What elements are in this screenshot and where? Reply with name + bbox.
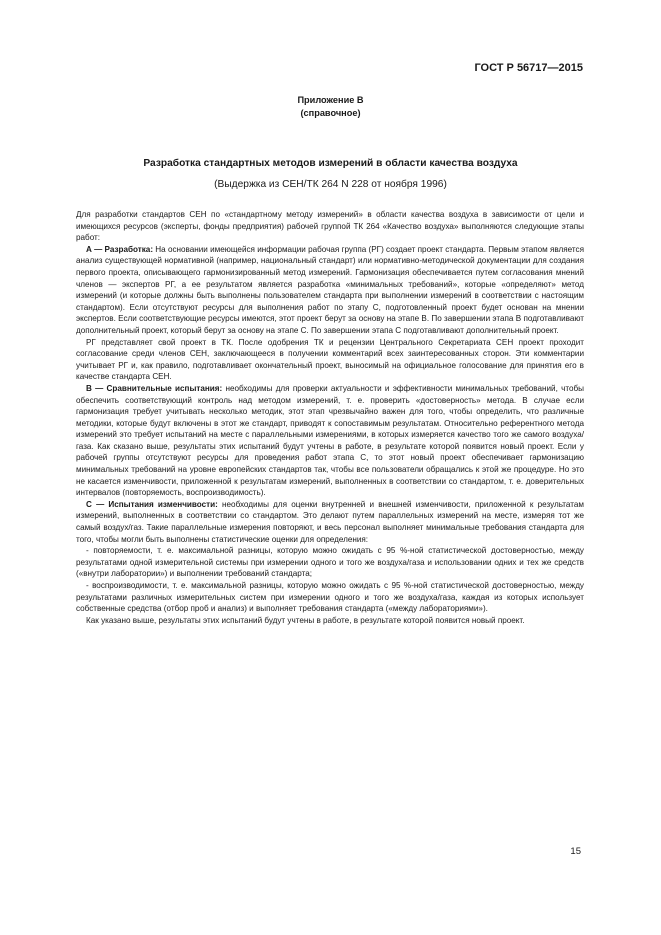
- annex-type: (справочное): [300, 108, 361, 118]
- list-item-reproducibility: [76, 580, 584, 615]
- paragraph-stage-b: [76, 383, 584, 499]
- stage-a-lead: А — Разработка:: [86, 244, 154, 254]
- annex-label: Приложение В: [297, 95, 364, 105]
- paragraph-text: необходимы для проверки актуальности и эффективности минимальных требований, чтобы обеспечить соответствующий контроль над методом измерений, т. е. проверить «достоверность» метода. В случае если гармонизация требует учитывать несколько методик, этот этап чрезвычайно важен для того, чтобы определить, что различные методики, которые будут включены в этот же стандарт, приводят к сопоставимым результатам. Относительно референтного метода измерений это требует испытаний на месте с параллельными измерениями, в которых измеряется качество того же самого воздуха/газа. Как сказано выше, результаты этих испытаний будут учтены в работе, в результате которой появится новый проект. Если у рабочей группы отсутствуют ресурсы для проведения работ этапа С, то этот новый проект обеспечивает гармонизацию минимальных требований на уровне европейских стандартов так, чтобы все пользователи обращались к этой же процедуре. Но это не касается изменчивости, приложенной к результатам измерений, выполненных в соответствии со стандартом, т. е. доверительных интервалов (повторяемость, воспроизводимость).: [76, 383, 584, 498]
- standard-number: ГОСТ Р 56717—2015: [474, 62, 583, 74]
- paragraph-text: - повторяемости, т. е. максимальной разницы, которую можно ожидать с 95 %-ной статистической достоверностью, между результатами одной измерительной системы при измерении одного и того же воздуха/газа и использовании одних и тех же средств («внутри лаборатории») и выполнении требований стандарта;: [76, 546, 584, 579]
- paragraph-text: - воспроизводимости, т. е. максимальной разницы, которую можно ожидать с 95 %-ной статистической достоверностью, между результатами различных измерительных систем при измерении одного и того же воздуха/газа, каждая из которых использует собственные средства (отбор проб и анализ) и выполняет требования стандарта («между лабораториями»).: [76, 581, 584, 614]
- paragraph-text: необходимы для оценки внутренней и внешней изменчивости, приложенной к результатам измерений, выполненных в соответствии со стандартом. Это делают путем параллельных измерений на месте, измеряя тот же самый воздух/газ. Такие параллельные измерения повторяют, и весь персонал выполняет минимальные требования стандарта для того, чтобы могли быть выполнены статистические оценки для определения:: [76, 499, 584, 544]
- page-number: 15: [570, 846, 581, 857]
- paragraph-text: На основании имеющейся информации рабочая группа (РГ) создает проект стандарта. Первым этапом является анализ существующей нормативной (например, национальный стандарт) или нормативно-методической документации для создания первого проекта, описывающего гармонизированный метод измерений. Гармонизация обеспечивается путем согласования мнений членов — экспертов РГ, а ее результатом является разработка «минимальных требований», которые «определяют» метод измерений (и которые должны быть выполнены пользователем стандарта при выполнении измерений в соответствии с настоящим стандартом). Если отсутствуют ресурсы для выполнения работ по этапу С, подготовленный проект будет основан на мнении экспертов. Если соответствующие ресурсы имеются, этот проект берут за основу на этапе В. По завершении этапа В подготавливают дополнительный проект, который берут за основу на этапе С. По завершении этапа С подготавливают дополнительный проект.: [76, 244, 584, 335]
- stage-c-lead: С — Испытания изменчивости:: [86, 499, 218, 509]
- document-subtitle: (Выдержка из СЕН/ТК 264 N 228 от ноября 1996): [214, 179, 447, 190]
- paragraph-text: Как указано выше, результаты этих испытаний будут учтены в работе, в результате которой появится новый проект.: [86, 615, 525, 625]
- paragraph-text: РГ представляет свой проект в ТК. После одобрения ТК и рецензии Центрального Секретариата СЕН проект проходит согласование среди членов СЕН, заключающееся в получении комментарий всех заинтересованных сторон. Эти комментарии учитывает РГ и, как правило, подготавливает окончательный проект, выносимый на официальное голосование для принятия его в качестве стандарта СЕН.: [76, 337, 584, 382]
- body-text: [76, 209, 584, 626]
- paragraph-intro: [76, 209, 584, 244]
- paragraph-wg-draft: [76, 337, 584, 383]
- list-item-repeatability: [76, 545, 584, 580]
- stage-b-lead: В — Сравнительные испытания:: [86, 383, 223, 393]
- paragraph-conclusion: [76, 615, 584, 627]
- document-title: Разработка стандартных методов измерений в области качества воздуха: [143, 158, 518, 169]
- annex-heading: [0, 94, 661, 120]
- paragraph-text: Для разработки стандартов СЕН по «стандартному методу измерений» в области качества воздуха в зависимости от цели и имеющихся ресурсов (эксперты, фонды предприятия) рабочей группой ТК 264 «Качество воздуха» выполняются следующие этапы работ:: [76, 210, 584, 243]
- paragraph-stage-c: [76, 499, 584, 545]
- paragraph-stage-a: [76, 244, 584, 337]
